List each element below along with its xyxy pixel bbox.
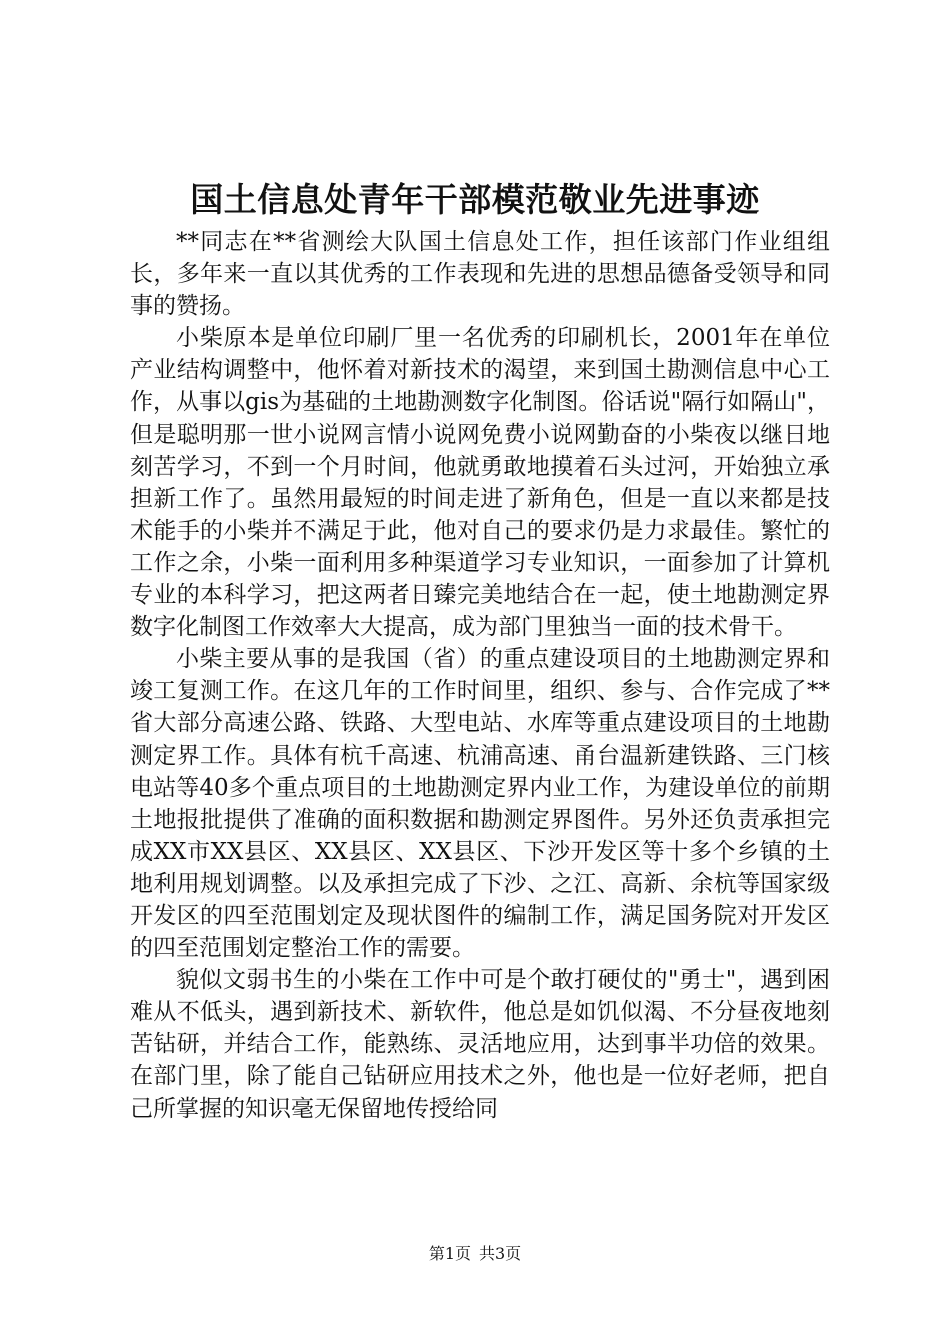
page-number: 第1页: [428, 1244, 471, 1263]
page-footer: [0, 1244, 950, 1264]
paragraph: **同志在**省测绘大队国土信息处工作，担任该部门作业组组长，多年来一直以其优秀的工作表现和先进的思想品德备受领导和同事的赞扬。: [130, 229, 830, 320]
document-title: 国土信息处青年干部模范敬业先进事迹: [190, 180, 760, 219]
page-total: 共3页: [479, 1244, 522, 1263]
paragraph: 貌似文弱书生的小柴在工作中可是个敢打硬仗的"勇士"，遇到困难从不低头，遇到新技术、新软件，他总是如饥似渴、不分昼夜地刻苦钻研，并结合工作，能熟练、灵活地应用，达到事半功倍的效果。在部门里，除了能自己钻研应用技术之外，他也是一位好老师，把自己所掌握的知识毫无保留地传授给同: [130, 967, 830, 1122]
document-body: [130, 226, 830, 1125]
paragraph: 小柴原本是单位印刷厂里一名优秀的印刷机长，2001年在单位产业结构调整中，他怀着对新技术的渴望，来到国土勘测信息中心工作，从事以gis为基础的土地勘测数字化制图。俗话说"隔行如隔山"，但是聪明那一世小说网言情小说网免费小说网勤奋的小柴夜以继日地刻苦学习，不到一个月时间，他就勇敢地摸着石头过河，开始独立承担新工作了。虽然用最短的时间走进了新角色，但是一直以来都是技术能手的小柴并不满足于此，他对自己的要求仍是力求最佳。繁忙的工作之余，小柴一面利用多种渠道学习专业知识，一面参加了计算机专业的本科学习，把这两者日臻完美地结合在一起，使土地勘测定界数字化制图工作效率大大提高，成为部门里独当一面的技术骨干。: [130, 325, 830, 641]
paragraph: 小柴主要从事的是我国（省）的重点建设项目的土地勘测定界和竣工复测工作。在这几年的工作时间里，组织、参与、合作完成了**省大部分高速公路、铁路、大型电站、水库等重点建设项目的土地勘测定界工作。具体有杭千高速、杭浦高速、甬台温新建铁路、三门核电站等40多个重点项目的土地勘测定界内业工作，为建设单位的前期土地报批提供了准确的面积数据和勘测定界图件。另外还负责承担完成XX市XX县区、XX县区、XX县区、下沙开发区等十多个乡镇的土地利用规划调整。以及承担完成了下沙、之江、高新、余杭等国家级开发区的四至范围划定及现状图件的编制工作，满足国务院对开发区的四至范围划定整治工作的需要。: [130, 646, 830, 962]
